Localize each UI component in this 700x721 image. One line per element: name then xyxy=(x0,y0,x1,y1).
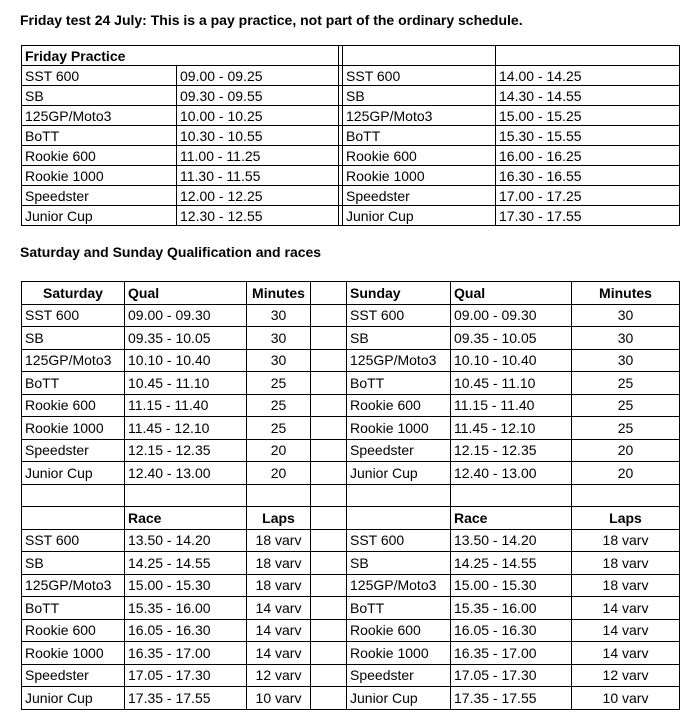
class-name: Rookie 1000 xyxy=(22,642,125,665)
empty-cell xyxy=(451,484,572,507)
race-laps: 18 varv xyxy=(572,552,680,575)
class-name: SB xyxy=(22,86,177,106)
friday-title-row xyxy=(22,46,680,66)
class-name: SST 600 xyxy=(347,529,451,552)
separator-row xyxy=(22,484,680,507)
weekend-heading: Saturday and Sunday Qualification and races xyxy=(20,244,322,260)
laps-header: Laps xyxy=(572,507,680,530)
qual-time: 11.45 - 12.10 xyxy=(125,417,247,440)
table-row xyxy=(22,186,680,206)
class-name: 125GP/Moto3 xyxy=(343,106,496,126)
class-name: Speedster xyxy=(22,186,177,206)
weekend-schedule-table xyxy=(21,281,680,710)
race-header: Race xyxy=(125,507,247,530)
table-row xyxy=(22,417,680,440)
race-laps: 14 varv xyxy=(572,597,680,620)
qual-minutes: 20 xyxy=(247,462,311,485)
class-name: SB xyxy=(22,327,125,350)
class-name: Speedster xyxy=(347,439,451,462)
spacer-cell xyxy=(311,282,347,305)
qual-time: 10.10 - 10.40 xyxy=(451,349,572,372)
class-name: Rookie 600 xyxy=(22,619,125,642)
class-name: Rookie 600 xyxy=(347,394,451,417)
table-row xyxy=(22,372,680,395)
qual-minutes: 30 xyxy=(247,349,311,372)
table-row xyxy=(22,349,680,372)
race-time: 17.05 - 17.30 xyxy=(451,664,572,687)
race-time: 16.05 - 16.30 xyxy=(451,619,572,642)
session-time: 10.00 - 10.25 xyxy=(177,106,339,126)
race-laps: 12 varv xyxy=(572,664,680,687)
class-name: Junior Cup xyxy=(343,206,496,226)
class-name: 125GP/Moto3 xyxy=(347,349,451,372)
qual-time: 09.35 - 10.05 xyxy=(125,327,247,350)
qual-minutes: 20 xyxy=(572,439,680,462)
race-time: 17.35 - 17.55 xyxy=(451,687,572,710)
qual-minutes: 30 xyxy=(572,349,680,372)
spacer-cell xyxy=(311,327,347,350)
race-time: 15.00 - 15.30 xyxy=(451,574,572,597)
table-row xyxy=(22,126,680,146)
race-time: 16.35 - 17.00 xyxy=(125,642,247,665)
session-time: 15.00 - 15.25 xyxy=(496,106,680,126)
class-name: SST 600 xyxy=(347,304,451,327)
class-name: BoTT xyxy=(343,126,496,146)
table-row xyxy=(22,574,680,597)
qual-time: 12.15 - 12.35 xyxy=(451,439,572,462)
session-time: 11.30 - 11.55 xyxy=(177,166,339,186)
table-row xyxy=(22,687,680,710)
session-time: 14.30 - 14.55 xyxy=(496,86,680,106)
table-row xyxy=(22,166,680,186)
empty-cell xyxy=(247,484,311,507)
table-row xyxy=(22,439,680,462)
class-name: 125GP/Moto3 xyxy=(22,106,177,126)
race-laps: 10 varv xyxy=(572,687,680,710)
friday-practice-table xyxy=(21,45,680,226)
class-name: Rookie 600 xyxy=(22,146,177,166)
class-name: BoTT xyxy=(347,372,451,395)
class-name: BoTT xyxy=(22,597,125,620)
empty-cell xyxy=(22,484,125,507)
empty-cell xyxy=(347,507,451,530)
race-laps: 12 varv xyxy=(247,664,311,687)
class-name: Rookie 1000 xyxy=(347,642,451,665)
spacer-cell xyxy=(311,439,347,462)
class-name: Speedster xyxy=(22,664,125,687)
qual-time: 09.35 - 10.05 xyxy=(451,327,572,350)
friday-table-title: Friday Practice xyxy=(22,46,339,66)
race-time: 15.00 - 15.30 xyxy=(125,574,247,597)
empty-cell xyxy=(496,46,680,66)
spacer-cell xyxy=(311,529,347,552)
qual-minutes: 25 xyxy=(572,394,680,417)
class-name: BoTT xyxy=(22,372,125,395)
race-laps: 14 varv xyxy=(572,619,680,642)
qual-header: Qual xyxy=(125,282,247,305)
class-name: BoTT xyxy=(22,126,177,146)
empty-cell xyxy=(125,484,247,507)
session-time: 15.30 - 15.55 xyxy=(496,126,680,146)
qual-time: 11.45 - 12.10 xyxy=(451,417,572,440)
minutes-header: Minutes xyxy=(247,282,311,305)
qual-time: 12.15 - 12.35 xyxy=(125,439,247,462)
class-name: SB xyxy=(22,552,125,575)
race-laps: 18 varv xyxy=(572,574,680,597)
friday-heading: Friday test 24 July: This is a pay practice, not part of the ordinary schedule. xyxy=(20,12,523,28)
qual-time: 09.00 - 09.30 xyxy=(125,304,247,327)
class-name: SST 600 xyxy=(343,66,496,86)
class-name: Rookie 1000 xyxy=(22,417,125,440)
session-time: 09.30 - 09.55 xyxy=(177,86,339,106)
session-time: 10.30 - 10.55 xyxy=(177,126,339,146)
table-row xyxy=(22,619,680,642)
race-laps: 14 varv xyxy=(247,597,311,620)
table-row xyxy=(22,552,680,575)
class-name: SB xyxy=(343,86,496,106)
qual-minutes: 20 xyxy=(247,439,311,462)
qual-header: Qual xyxy=(451,282,572,305)
spacer-cell xyxy=(311,507,347,530)
class-name: BoTT xyxy=(347,597,451,620)
spacer-cell xyxy=(311,619,347,642)
race-laps: 10 varv xyxy=(247,687,311,710)
race-time: 17.35 - 17.55 xyxy=(125,687,247,710)
session-time: 12.00 - 12.25 xyxy=(177,186,339,206)
spacer-cell xyxy=(311,304,347,327)
session-time: 09.00 - 09.25 xyxy=(177,66,339,86)
race-laps: 14 varv xyxy=(247,619,311,642)
class-name: Rookie 600 xyxy=(347,619,451,642)
session-time: 17.30 - 17.55 xyxy=(496,206,680,226)
race-time: 15.35 - 16.00 xyxy=(125,597,247,620)
class-name: 125GP/Moto3 xyxy=(22,349,125,372)
class-name: Junior Cup xyxy=(22,687,125,710)
empty-cell xyxy=(572,484,680,507)
saturday-header: Saturday xyxy=(22,282,125,305)
class-name: Junior Cup xyxy=(347,462,451,485)
table-row xyxy=(22,462,680,485)
race-time: 13.50 - 14.20 xyxy=(125,529,247,552)
table-row xyxy=(22,394,680,417)
class-name: SB xyxy=(347,552,451,575)
qual-time: 10.45 - 11.10 xyxy=(451,372,572,395)
race-laps: 14 varv xyxy=(247,642,311,665)
empty-cell xyxy=(22,507,125,530)
spacer-cell xyxy=(311,417,347,440)
class-name: Junior Cup xyxy=(347,687,451,710)
table-row xyxy=(22,304,680,327)
race-time: 17.05 - 17.30 xyxy=(125,664,247,687)
table-row xyxy=(22,597,680,620)
table-row xyxy=(22,664,680,687)
qual-minutes: 25 xyxy=(247,372,311,395)
session-time: 12.30 - 12.55 xyxy=(177,206,339,226)
class-name: Rookie 1000 xyxy=(343,166,496,186)
class-name: Junior Cup xyxy=(22,462,125,485)
qual-time: 10.45 - 11.10 xyxy=(125,372,247,395)
spacer-cell xyxy=(311,574,347,597)
class-name: Rookie 600 xyxy=(22,394,125,417)
qual-time: 11.15 - 11.40 xyxy=(125,394,247,417)
spacer-cell xyxy=(311,394,347,417)
qual-time: 12.40 - 13.00 xyxy=(125,462,247,485)
empty-cell xyxy=(311,484,347,507)
class-name: 125GP/Moto3 xyxy=(22,574,125,597)
spacer-cell xyxy=(311,687,347,710)
qual-time: 11.15 - 11.40 xyxy=(451,394,572,417)
race-laps: 18 varv xyxy=(247,574,311,597)
table-row xyxy=(22,146,680,166)
session-time: 14.00 - 14.25 xyxy=(496,66,680,86)
class-name: SST 600 xyxy=(22,304,125,327)
race-time: 16.05 - 16.30 xyxy=(125,619,247,642)
qual-time: 10.10 - 10.40 xyxy=(125,349,247,372)
sunday-header: Sunday xyxy=(347,282,451,305)
race-header: Race xyxy=(451,507,572,530)
race-header-row xyxy=(22,507,680,530)
race-time: 14.25 - 14.55 xyxy=(125,552,247,575)
spacer-cell xyxy=(311,664,347,687)
class-name: SST 600 xyxy=(22,529,125,552)
race-laps: 14 varv xyxy=(572,642,680,665)
empty-cell xyxy=(347,484,451,507)
class-name: Speedster xyxy=(347,664,451,687)
spacer-cell xyxy=(311,597,347,620)
qual-minutes: 25 xyxy=(247,417,311,440)
race-time: 15.35 - 16.00 xyxy=(451,597,572,620)
table-row xyxy=(22,206,680,226)
class-name: Speedster xyxy=(22,439,125,462)
class-name: SB xyxy=(347,327,451,350)
class-name: Junior Cup xyxy=(22,206,177,226)
race-laps: 18 varv xyxy=(572,529,680,552)
qual-time: 09.00 - 09.30 xyxy=(451,304,572,327)
qual-minutes: 25 xyxy=(247,394,311,417)
table-row xyxy=(22,642,680,665)
qual-minutes: 20 xyxy=(572,462,680,485)
session-time: 16.30 - 16.55 xyxy=(496,166,680,186)
class-name: 125GP/Moto3 xyxy=(347,574,451,597)
class-name: Rookie 600 xyxy=(343,146,496,166)
spacer-cell xyxy=(311,552,347,575)
qual-header-row xyxy=(22,282,680,305)
class-name: Rookie 1000 xyxy=(347,417,451,440)
qual-minutes: 30 xyxy=(572,327,680,350)
minutes-header: Minutes xyxy=(572,282,680,305)
class-name: Speedster xyxy=(343,186,496,206)
table-row xyxy=(22,529,680,552)
spacer-cell xyxy=(311,462,347,485)
race-time: 16.35 - 17.00 xyxy=(451,642,572,665)
session-time: 16.00 - 16.25 xyxy=(496,146,680,166)
qual-minutes: 25 xyxy=(572,417,680,440)
qual-minutes: 30 xyxy=(247,327,311,350)
qual-time: 12.40 - 13.00 xyxy=(451,462,572,485)
laps-header: Laps xyxy=(247,507,311,530)
qual-minutes: 30 xyxy=(572,304,680,327)
session-time: 17.00 - 17.25 xyxy=(496,186,680,206)
qual-minutes: 25 xyxy=(572,372,680,395)
spacer-cell xyxy=(311,349,347,372)
table-row xyxy=(22,106,680,126)
table-row xyxy=(22,327,680,350)
race-time: 14.25 - 14.55 xyxy=(451,552,572,575)
spacer-cell xyxy=(311,642,347,665)
table-row xyxy=(22,86,680,106)
empty-cell xyxy=(343,46,496,66)
class-name: Rookie 1000 xyxy=(22,166,177,186)
race-time: 13.50 - 14.20 xyxy=(451,529,572,552)
spacer-cell xyxy=(311,372,347,395)
race-laps: 18 varv xyxy=(247,552,311,575)
table-row xyxy=(22,66,680,86)
class-name: SST 600 xyxy=(22,66,177,86)
session-time: 11.00 - 11.25 xyxy=(177,146,339,166)
race-laps: 18 varv xyxy=(247,529,311,552)
qual-minutes: 30 xyxy=(247,304,311,327)
